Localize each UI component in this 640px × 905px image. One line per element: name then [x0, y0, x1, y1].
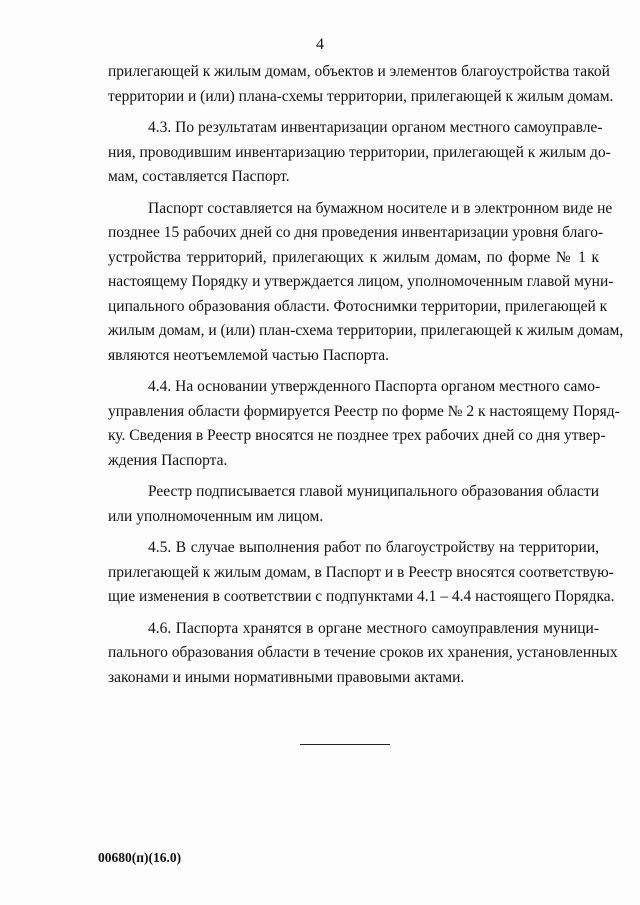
text-line: щие изменения в соответствии с подпунктами 4.1 – 4.4 настоящего Порядка. [108, 588, 615, 605]
text-line: ждения Паспорта. [108, 451, 228, 469]
end-divider-line [300, 744, 390, 745]
text-line: устройства территорий, прилегающих к жилым домам, по форме № 1 к [108, 248, 599, 266]
document-code: 00680(п)(16.0) [98, 850, 182, 865]
text-line: 4.6. Паспорта хранятся в органе местного самоуправления муници- [148, 619, 599, 637]
paragraph-4-4 [108, 375, 620, 473]
page-number: 4 [316, 36, 324, 53]
text-line: ния, проводившим инвентаризацию территории, прилегающей к жилым до- [108, 143, 611, 161]
text-line: прилегающей к жилым домам, в Паспорт и в Реестр вносятся соответствую- [108, 563, 614, 581]
text-line: прилегающей к жилым домам, объектов и элементов благоустройства такой [108, 63, 610, 80]
text-line: территории и (или) плана-схемы территории, прилегающей к жилым домам. [108, 87, 614, 105]
text-line: Паспорт составляется на бумажном носителе и в электронном виде не [148, 199, 613, 217]
text-line: пального образования области в течение сроков их хранения, установленных [108, 644, 618, 661]
text-line: 4.4. На основании утвержденного Паспорта органом местного само- [148, 378, 601, 395]
text-line: или уполномоченным им лицом. [108, 507, 324, 525]
paragraph-continuation [108, 60, 614, 109]
text-line: позднее 15 рабочих дней со дня проведения инвентаризации уровня благо- [108, 224, 604, 241]
paragraph-passport [108, 197, 624, 369]
text-line: ку. Сведения в Реестр вносятся не позднее трех рабочих дней со дня утвер- [108, 427, 606, 444]
paragraph-4-3 [108, 116, 611, 190]
text-line: управления области формируется Реестр по форме № 2 к настоящему Поряд- [108, 402, 620, 420]
text-line: Реестр подписывается главой муниципального образования области [148, 483, 599, 500]
text-line: законами и иными нормативными правовыми актами. [108, 668, 465, 686]
text-line: ципального образования области. Фотоснимки территории, прилегающей к [108, 297, 608, 315]
paragraph-4-6 [108, 617, 618, 691]
text-line: настоящему Порядку и утверждается лицом, уполномоченным главой муни- [108, 273, 614, 290]
document-body [108, 60, 624, 697]
text-line: жилым домам, и (или) план-схема территории, прилегающей к жилым домам, [108, 322, 624, 339]
text-line: 4.5. В случае выполнения работ по благоустройству на территории, [148, 539, 599, 556]
text-line: являются неотъемлемой частью Паспорта. [108, 346, 389, 364]
text-line: мам, составляется Паспорт. [108, 168, 290, 185]
paragraph-4-5 [108, 536, 615, 610]
text-line: 4.3. По результатам инвентаризации органом местного самоуправле- [148, 119, 603, 136]
paragraph-registry [108, 480, 599, 529]
